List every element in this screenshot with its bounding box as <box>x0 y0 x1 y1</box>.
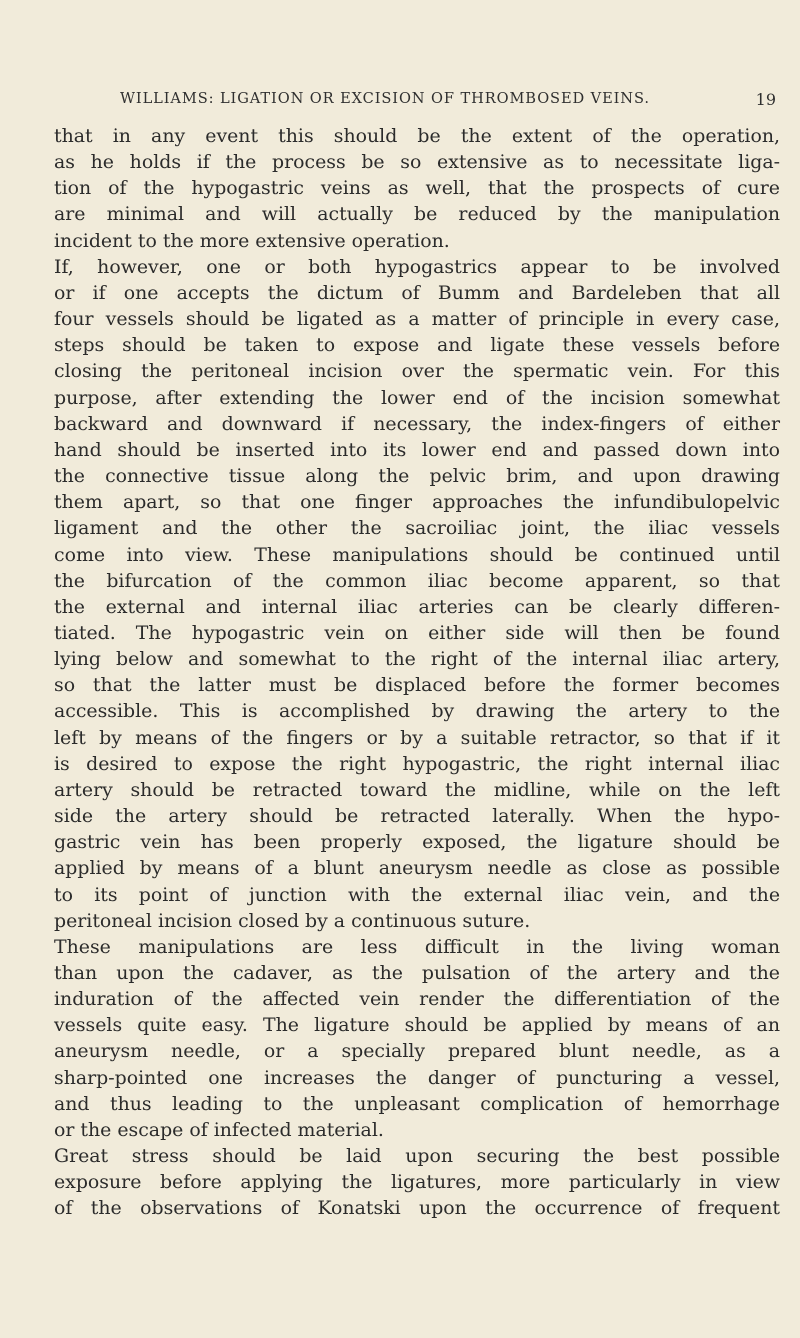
running-head <box>120 90 776 110</box>
text-line: If, however, one or both hypogastrics appear to be involved <box>54 255 780 278</box>
text-line: come into view. These manipulations should be continued until <box>54 543 780 566</box>
text-line: accessible. This is accomplished by drawing the artery to the <box>54 700 780 723</box>
text-line: the connective tissue along the pelvic brim, and upon drawing <box>54 465 780 488</box>
page-number: 19 <box>755 90 776 109</box>
text-line: them apart, so that one finger approaches the infundibulopelvic <box>54 491 780 514</box>
text-line: Great stress should be laid upon securing the best possible <box>54 1145 780 1168</box>
text-line: or if one accepts the dictum of Bumm and Bardeleben that all <box>54 281 780 304</box>
text-line: than upon the cadaver, as the pulsation of the artery and the <box>54 962 780 984</box>
text-line: exposure before applying the ligatures, more particularly in view <box>54 1171 780 1194</box>
text-line: so that the latter must be displaced before the former becomes <box>54 674 780 697</box>
text-line: aneurysm needle, or a specially prepared blunt needle, as a <box>54 1040 780 1063</box>
text-line: as he holds if the process be so extensive as to necessitate liga- <box>54 151 780 174</box>
body-text <box>54 123 780 1222</box>
text-line: of the observations of Konatski upon the occurrence of frequent <box>54 1197 780 1220</box>
text-line: vessels quite easy. The ligature should be applied by means of an <box>54 1014 780 1037</box>
text-line: the external and internal iliac arteries can be clearly differen- <box>54 595 780 618</box>
text-line: left by means of the fingers or by a suitable retractor, so that if it <box>54 726 780 749</box>
text-line: hand should be inserted into its lower end and passed down into <box>54 438 780 461</box>
text-line: peritoneal incision closed by a continuous suture. <box>54 909 531 932</box>
text-line: These manipulations are less difficult in the living woman <box>54 935 780 958</box>
text-line: is desired to expose the right hypogastric, the right internal iliac <box>54 752 780 775</box>
text-line: to its point of junction with the external iliac vein, and the <box>54 883 780 906</box>
text-line: or the escape of infected material. <box>54 1118 384 1141</box>
text-line: induration of the affected vein render the differentiation of the <box>54 988 780 1011</box>
text-line: and thus leading to the unpleasant complication of hemorrhage <box>54 1092 780 1115</box>
text-line: are minimal and will actually be reduced by the manipulation <box>54 203 780 226</box>
text-line: tiated. The hypogastric vein on either side will then be found <box>54 621 780 644</box>
text-line: sharp-pointed one increases the danger of puncturing a vessel, <box>54 1066 780 1089</box>
text-line: tion of the hypogastric veins as well, that the prospects of cure <box>54 177 780 200</box>
text-line: steps should be taken to expose and ligate these vessels before <box>54 334 780 357</box>
text-line: gastric vein has been properly exposed, the ligature should be <box>54 831 780 854</box>
text-line: that in any event this should be the extent of the operation, <box>54 125 780 147</box>
text-line: four vessels should be ligated as a matter of principle in every case, <box>54 308 780 331</box>
text-line: lying below and somewhat to the right of the internal iliac artery, <box>54 648 780 671</box>
text-line: incident to the more extensive operation. <box>54 229 450 252</box>
text-line: closing the peritoneal incision over the spermatic vein. For this <box>54 360 780 383</box>
running-title: WILLIAMS: LIGATION OR EXCISION OF THROMBOSED VEINS. <box>120 90 650 107</box>
text-line: ligament and the other the sacroiliac joint, the iliac vessels <box>54 517 780 540</box>
text-line: side the artery should be retracted laterally. When the hypo- <box>54 805 780 828</box>
text-line: artery should be retracted toward the midline, while on the left <box>54 778 780 801</box>
text-line: the bifurcation of the common iliac become apparent, so that <box>54 569 780 592</box>
text-line: purpose, after extending the lower end of the incision somewhat <box>54 386 780 409</box>
text-line: backward and downward if necessary, the index-fingers of either <box>54 412 780 435</box>
text-line: applied by means of a blunt aneurysm needle as close as possible <box>54 857 780 880</box>
